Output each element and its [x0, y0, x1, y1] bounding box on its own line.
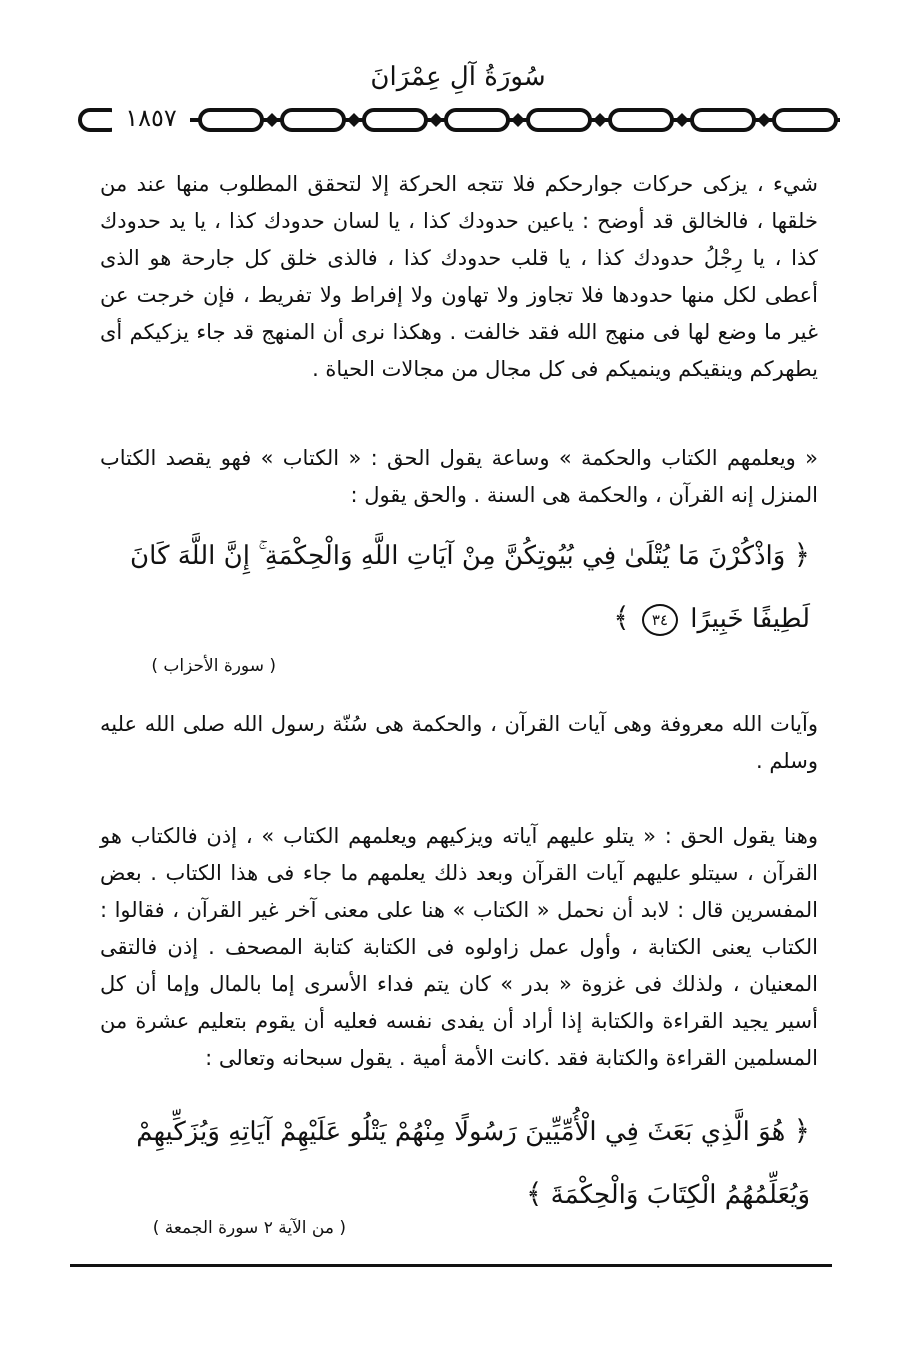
paragraph-text: وآيات الله معروفة وهى آيات القرآن ، والحكمة هى سُنّة رسول الله صلى الله عليه وسلم .	[100, 712, 818, 773]
paragraph-tafsir-kitab	[100, 818, 818, 1077]
paragraph-text: « ويعلمهم الكتاب والحكمة » وساعة يقول الحق : « الكتاب » فهو يقصد الكتاب المنزل إنه القرآن ، والحكمة هى السنة . والحق يقول :	[100, 446, 818, 507]
quran-verse-ahzab	[130, 524, 810, 650]
surah-title: سُورَةُ آلِ عِمْرَانَ	[370, 62, 546, 92]
verse-close-bracket: ﴾	[525, 1177, 543, 1210]
paragraph-text: شيء ، يزكى حركات جوارحكم فلا تتجه الحركة إلا لتحقق المطلوب منها عند من خلقها ، فالخالق قد أوضح : ياعين حدودك كذا ، يا لسان حدودك كذا ، يا يد حدودك كذا ، يا رِجْلُ حدودك كذا ، يا قلب حدودك كذا ، فالذى خلق كل جارحة هو الذى أعطى لكل منها حدودها فلا تجاوز ولا تهاون ولا إفراط ولا تفريط ، فإن خرجت عن غير ما وضع لها فى منهج الله فقد خالفت . وهكذا نرى أن المنهج قد جاء يزكيكم أى يطهركم وينقيكم وينميكم فى كل مجال من مجالات الحياة .	[100, 172, 818, 381]
verse-reference: ( من الآية ٢ سورة الجمعة )	[152, 1218, 346, 1238]
quran-verse-jumua	[130, 1100, 810, 1226]
ornamental-header-rule	[76, 100, 844, 140]
paragraph-kitab-hikma	[100, 440, 818, 514]
verse-reference: ( سورة الأحزاب )	[151, 656, 276, 676]
page-number: ١٨٥٧	[112, 102, 190, 134]
paragraph-zakiyya	[100, 166, 818, 388]
footer-rule	[70, 1264, 832, 1267]
verse-text: وَاذْكُرْنَ مَا يُتْلَىٰ فِي بُيُوتِكُنَّ مِنْ آيَاتِ اللَّهِ وَالْحِكْمَةِ ۚ إِنَّ اللَّهَ كَانَ لَطِيفًا خَبِيرًا	[130, 541, 810, 634]
paragraph-ayat-allah	[100, 706, 818, 780]
verse-text: هُوَ الَّذِي بَعَثَ فِي الْأُمِّيِّينَ رَسُولًا مِنْهُمْ يَتْلُو عَلَيْهِمْ آيَاتِهِ وَيُزَكِّيهِمْ وَيُعَلِّمُهُمُ الْكِتَابَ وَالْحِكْمَةَ	[136, 1117, 810, 1210]
verse-close-bracket: ﴾	[613, 601, 630, 634]
verse-open-bracket: ﴿	[793, 538, 810, 571]
paragraph-text: وهنا يقول الحق : « يتلو عليهم آياته ويزكيهم ويعلمهم الكتاب » ، إذن فالكتاب هو القرآن ، سيتلو عليهم آيات القرآن وبعد ذلك يعلمهم ما جاء فى هذا الكتاب . بعض المفسرين قال : لابد أن نحمل « الكتاب » هنا على معنى آخر غير القرآن ، فقالوا : الكتاب يعنى الكتابة ، وأول عمل زاولوه فى الكتابة كتابة المصحف . إذن فالتقى المعنيان ، ولذلك فى غزوة « بدر » كان يتم فداء الأسرى إما بالمال وإما أن كل أسير يجيد القراءة والكتابة إذا أراد أن يفدى نفسه فعليه أن يقوم بتعليم عشرة من المسلمين القراءة والكتابة فقد .كانت الأمة أمية . يقول سبحانه وتعالى :	[100, 824, 818, 1070]
ayah-number-marker: ٣٤	[642, 604, 678, 636]
verse-open-bracket: ﴿	[793, 1114, 810, 1147]
